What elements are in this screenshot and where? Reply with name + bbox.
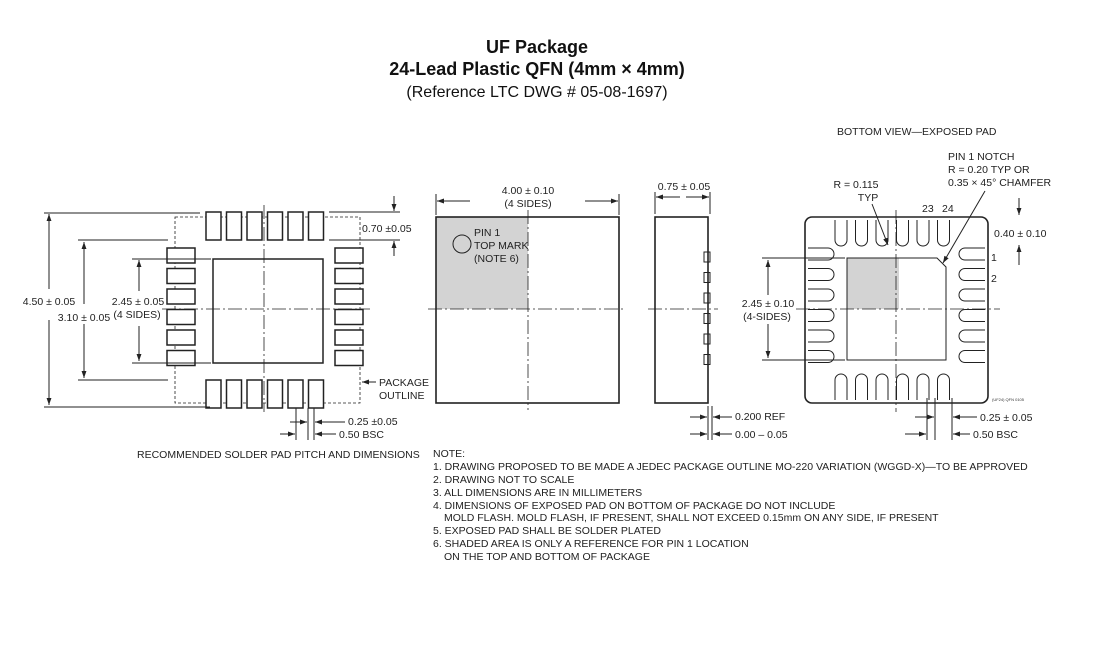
bottom-lead-top bbox=[897, 220, 909, 246]
bottom-leads bbox=[808, 220, 985, 400]
bottom-body bbox=[805, 217, 988, 403]
pin-24-label: 24 bbox=[942, 203, 954, 215]
notch-label-2: R = 0.20 TYP OR bbox=[948, 164, 1030, 176]
note-line: MOLD FLASH. MOLD FLASH, IF PRESENT, SHALL NOT EXCEED 0.15mm ON ANY SIDE, IF PRESENT bbox=[444, 512, 939, 524]
bottom-lead-left bbox=[808, 330, 834, 342]
solder-lead-top bbox=[206, 212, 221, 240]
solder-lead-right bbox=[335, 269, 363, 284]
bottom-lead-right bbox=[959, 248, 985, 260]
note-line: 3. ALL DIMENSIONS ARE IN MILLIMETERS bbox=[433, 487, 643, 499]
package-title: UF Package bbox=[485, 37, 589, 57]
solder-lead-left bbox=[167, 248, 195, 263]
side-lead bbox=[704, 355, 710, 365]
solder-lead-bottom bbox=[206, 380, 221, 408]
outline-label-2: OUTLINE bbox=[379, 390, 425, 402]
bottom-lead-top bbox=[917, 220, 929, 246]
solder-lead-left bbox=[167, 310, 195, 325]
solder-lead-bottom bbox=[288, 380, 303, 408]
solder-lead-right bbox=[335, 289, 363, 304]
side-body bbox=[655, 217, 708, 403]
side-lead bbox=[704, 334, 710, 344]
bottom-lead-right bbox=[959, 269, 985, 281]
solder-lead-right bbox=[335, 330, 363, 345]
dim-total: 4.50 ± 0.05 bbox=[22, 296, 76, 308]
note-line: 5. EXPOSED PAD SHALL BE SOLDER PLATED bbox=[433, 525, 661, 537]
solder-lead-right bbox=[335, 310, 363, 325]
solder-lead-left bbox=[167, 269, 195, 284]
dim-row: 3.10 ± 0.05 bbox=[57, 312, 111, 324]
outline-label-1: PACKAGE bbox=[379, 377, 429, 389]
bottom-lead-left bbox=[808, 289, 834, 301]
solder-lead-left bbox=[167, 289, 195, 304]
bottom-lead-left bbox=[808, 310, 834, 322]
bottom-view bbox=[742, 126, 1052, 441]
solder-lead-bottom bbox=[309, 380, 324, 408]
bottom-pin1-shaded-area bbox=[847, 258, 899, 309]
dim-lead-pitch: 0.50 BSC bbox=[339, 429, 384, 441]
bottom-lead-top bbox=[876, 220, 888, 246]
note-line: 6. SHADED AREA IS ONLY A REFERENCE FOR PIN 1 LOCATION bbox=[433, 538, 749, 550]
radius-label-2: TYP bbox=[857, 192, 879, 204]
bottom-view-heading: BOTTOM VIEW—EXPOSED PAD bbox=[837, 126, 997, 138]
solder-lead-bottom bbox=[227, 380, 242, 408]
dim-standoff: 0.00 – 0.05 bbox=[735, 429, 788, 441]
bottom-lead-bottom bbox=[917, 374, 929, 400]
dim-exposed-pad: 2.45 ± 0.10 bbox=[741, 298, 795, 310]
drawing-id: (UF24) QFN 0105 bbox=[992, 397, 1025, 402]
dim-pad-sides: (4 SIDES) bbox=[113, 309, 161, 321]
dim-body-sides: (4 SIDES) bbox=[504, 198, 552, 210]
solder-lead-top bbox=[288, 212, 303, 240]
bottom-lead-bottom bbox=[835, 374, 847, 400]
notch-label-1: PIN 1 NOTCH bbox=[948, 151, 1015, 163]
center-pad bbox=[213, 259, 323, 363]
solder-lead-top bbox=[227, 212, 242, 240]
notes-heading: NOTE: bbox=[433, 448, 466, 460]
pin-23-label: 23 bbox=[922, 203, 934, 215]
pin1-label-1: PIN 1 bbox=[474, 227, 501, 239]
solder-pad-view bbox=[23, 196, 429, 461]
solder-caption: RECOMMENDED SOLDER PAD PITCH AND DIMENSIONS bbox=[137, 449, 420, 461]
pin1-label-2: TOP MARK bbox=[474, 240, 529, 252]
solder-lead-right bbox=[335, 248, 363, 263]
dim-body-size: 4.00 ± 0.10 bbox=[501, 185, 555, 197]
bottom-lead-top bbox=[938, 220, 950, 246]
dim-pad: 2.45 ± 0.05 bbox=[111, 296, 165, 308]
dim-bottom-lead-width: 0.25 ± 0.05 bbox=[980, 412, 1033, 424]
bottom-lead-bottom bbox=[856, 374, 868, 400]
side-lead bbox=[704, 293, 710, 303]
pin1-label-3: (NOTE 6) bbox=[474, 253, 519, 265]
solder-lead-top bbox=[309, 212, 324, 240]
bottom-lead-top bbox=[856, 220, 868, 246]
bottom-lead-right bbox=[959, 310, 985, 322]
reference-drawing: (Reference LTC DWG # 05-08-1697) bbox=[406, 84, 668, 101]
bottom-lead-right bbox=[959, 330, 985, 342]
dim-exposed-pad-sides: (4-SIDES) bbox=[743, 311, 791, 323]
pin-1-label: 1 bbox=[991, 252, 997, 264]
notch-label-3: 0.35 × 45° CHAMFER bbox=[948, 177, 1052, 189]
side-leads bbox=[704, 252, 710, 365]
bottom-lead-top bbox=[835, 220, 847, 246]
pin-2-label: 2 bbox=[991, 273, 997, 285]
dim-pad-length: 0.70 ±0.05 bbox=[362, 223, 412, 235]
bottom-lead-right bbox=[959, 289, 985, 301]
radius-label-1: R = 0.115 bbox=[833, 179, 879, 191]
note-line: 2. DRAWING NOT TO SCALE bbox=[433, 474, 575, 486]
solder-lead-bottom bbox=[268, 380, 283, 408]
bottom-lead-bottom bbox=[897, 374, 909, 400]
bottom-lead-right bbox=[959, 351, 985, 363]
dim-bottom-pitch: 0.50 BSC bbox=[973, 429, 1018, 441]
solder-lead-bottom bbox=[247, 380, 262, 408]
package-subtitle: 24-Lead Plastic QFN (4mm × 4mm) bbox=[389, 59, 685, 79]
top-view bbox=[428, 185, 626, 410]
solder-lead-top bbox=[247, 212, 262, 240]
note-line: ON THE TOP AND BOTTOM OF PACKAGE bbox=[444, 551, 650, 563]
note-line: 1. DRAWING PROPOSED TO BE MADE A JEDEC PACKAGE OUTLINE MO-220 VARIATION (WGGD-X)—TO BE APPROVED bbox=[433, 461, 1028, 473]
bottom-lead-left bbox=[808, 351, 834, 363]
note-line: 4. DIMENSIONS OF EXPOSED PAD ON BOTTOM OF PACKAGE DO NOT INCLUDE bbox=[433, 500, 836, 512]
dim-bottom-pad-length: 0.40 ± 0.10 bbox=[994, 228, 1047, 240]
bottom-lead-bottom bbox=[876, 374, 888, 400]
bottom-lead-left bbox=[808, 269, 834, 281]
solder-lead-top bbox=[268, 212, 283, 240]
solder-lead-right bbox=[335, 351, 363, 366]
bottom-lead-bottom bbox=[938, 374, 950, 400]
notes bbox=[433, 448, 1028, 563]
side-lead bbox=[704, 314, 710, 324]
solder-lead-left bbox=[167, 330, 195, 345]
dim-lead-ref: 0.200 REF bbox=[735, 411, 786, 423]
dim-lead-width: 0.25 ±0.05 bbox=[348, 416, 398, 428]
dim-height: 0.75 ± 0.05 bbox=[657, 181, 711, 193]
side-lead bbox=[704, 273, 710, 283]
side-lead bbox=[704, 252, 710, 262]
